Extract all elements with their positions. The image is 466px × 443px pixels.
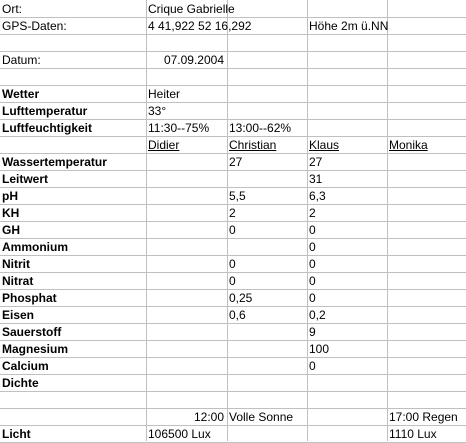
- cell-r22-cD[interactable]: 0: [309, 359, 316, 373]
- cell-r22-cA[interactable]: Calcium: [2, 359, 49, 373]
- cell-r1-cA[interactable]: Ort:: [2, 2, 22, 16]
- cell-r21-cA[interactable]: Magnesium: [2, 342, 69, 356]
- cell-r16-cD[interactable]: 0: [309, 257, 316, 271]
- cell-r21-cD[interactable]: 100: [309, 342, 330, 356]
- cell-r13-cA[interactable]: KH: [2, 206, 20, 220]
- cell-r14-cD[interactable]: 0: [309, 223, 316, 237]
- cell-r8-cB[interactable]: 11:30--75%: [148, 121, 210, 135]
- cell-r25-cC[interactable]: Volle Sonne: [229, 410, 294, 424]
- cell-r12-cD[interactable]: 6,3: [309, 189, 326, 203]
- cell-r10-cC[interactable]: 27: [229, 155, 243, 169]
- grid-row-divider: [0, 357, 466, 358]
- cell-r17-cA[interactable]: Nitrat: [2, 274, 34, 288]
- cell-r2-cB[interactable]: 4 41,922 52 16,292: [148, 19, 252, 33]
- cell-r10-cD[interactable]: 27: [309, 155, 323, 169]
- cell-r1-cB[interactable]: Crique Gabrielle: [148, 2, 235, 16]
- cell-r20-cD[interactable]: 9: [309, 325, 316, 339]
- cell-r26-cA[interactable]: Licht: [2, 427, 31, 441]
- cell-r14-cC[interactable]: 0: [229, 223, 236, 237]
- grid-row-divider: [0, 68, 466, 69]
- cell-r23-cA[interactable]: Dichte: [2, 376, 39, 390]
- grid-row-divider: [0, 374, 466, 375]
- cell-r19-cA[interactable]: Eisen: [2, 308, 35, 322]
- cell-r2-cA[interactable]: GPS-Daten:: [2, 19, 67, 33]
- grid-row-divider: [0, 85, 466, 86]
- cell-r4-cB[interactable]: 07.09.2004: [163, 53, 224, 67]
- cell-r6-cB[interactable]: Heiter: [148, 87, 181, 101]
- cell-r17-cC[interactable]: 0: [229, 274, 236, 288]
- cell-r26-cE[interactable]: 1110 Lux: [389, 427, 437, 441]
- cell-r15-cA[interactable]: Ammonium: [2, 240, 68, 254]
- cell-r18-cA[interactable]: Phosphat: [2, 291, 57, 305]
- cell-r25-cB[interactable]: 12:00: [193, 410, 224, 424]
- grid-row-divider: [0, 391, 466, 392]
- grid-row-divider: [0, 340, 466, 341]
- cell-r16-cA[interactable]: Nitrit: [2, 257, 30, 271]
- cell-r12-cC[interactable]: 5,5: [229, 189, 246, 203]
- cell-r9-cC[interactable]: Christian: [229, 138, 277, 152]
- cell-r2-cD[interactable]: Höhe 2m ü.NN: [309, 19, 389, 33]
- cell-r18-cC[interactable]: 0,25: [229, 291, 253, 305]
- cell-r9-cD[interactable]: Klaus: [309, 138, 340, 152]
- cell-r13-cC[interactable]: 2: [229, 206, 236, 220]
- cell-r7-cB[interactable]: 33°: [148, 104, 167, 118]
- cell-r17-cD[interactable]: 0: [309, 274, 316, 288]
- cell-r6-cA[interactable]: Wetter: [2, 87, 40, 101]
- cell-r9-cB[interactable]: Didier: [148, 138, 180, 152]
- cell-r11-cA[interactable]: Leitwert: [2, 172, 49, 186]
- cell-r19-cD[interactable]: 0,2: [309, 308, 326, 322]
- cell-r4-cA[interactable]: Datum:: [2, 53, 41, 67]
- cell-r7-cA[interactable]: Lufttemperatur: [2, 104, 88, 118]
- cell-r11-cD[interactable]: 31: [309, 172, 323, 186]
- cell-r18-cD[interactable]: 0: [309, 291, 316, 305]
- cell-r8-cC[interactable]: 13:00--62%: [229, 121, 292, 135]
- cell-r16-cC[interactable]: 0: [229, 257, 236, 271]
- cell-r13-cD[interactable]: 2: [309, 206, 316, 220]
- cell-r14-cA[interactable]: GH: [2, 223, 20, 237]
- grid-row-divider: [0, 51, 466, 52]
- cell-r20-cA[interactable]: Sauerstoff: [2, 325, 62, 339]
- cell-r9-cE[interactable]: Monika: [389, 138, 428, 152]
- cell-r12-cA[interactable]: pH: [2, 189, 18, 203]
- cell-r10-cA[interactable]: Wassertemperatur: [2, 155, 107, 169]
- cell-r25-cE[interactable]: 17:00 Regen: [389, 410, 458, 424]
- cell-r8-cA[interactable]: Luftfeuchtigkeit: [2, 121, 92, 135]
- cell-r19-cC[interactable]: 0,6: [229, 308, 246, 322]
- cell-r15-cD[interactable]: 0: [309, 240, 316, 254]
- cell-r26-cB[interactable]: 106500 Lux: [148, 427, 211, 441]
